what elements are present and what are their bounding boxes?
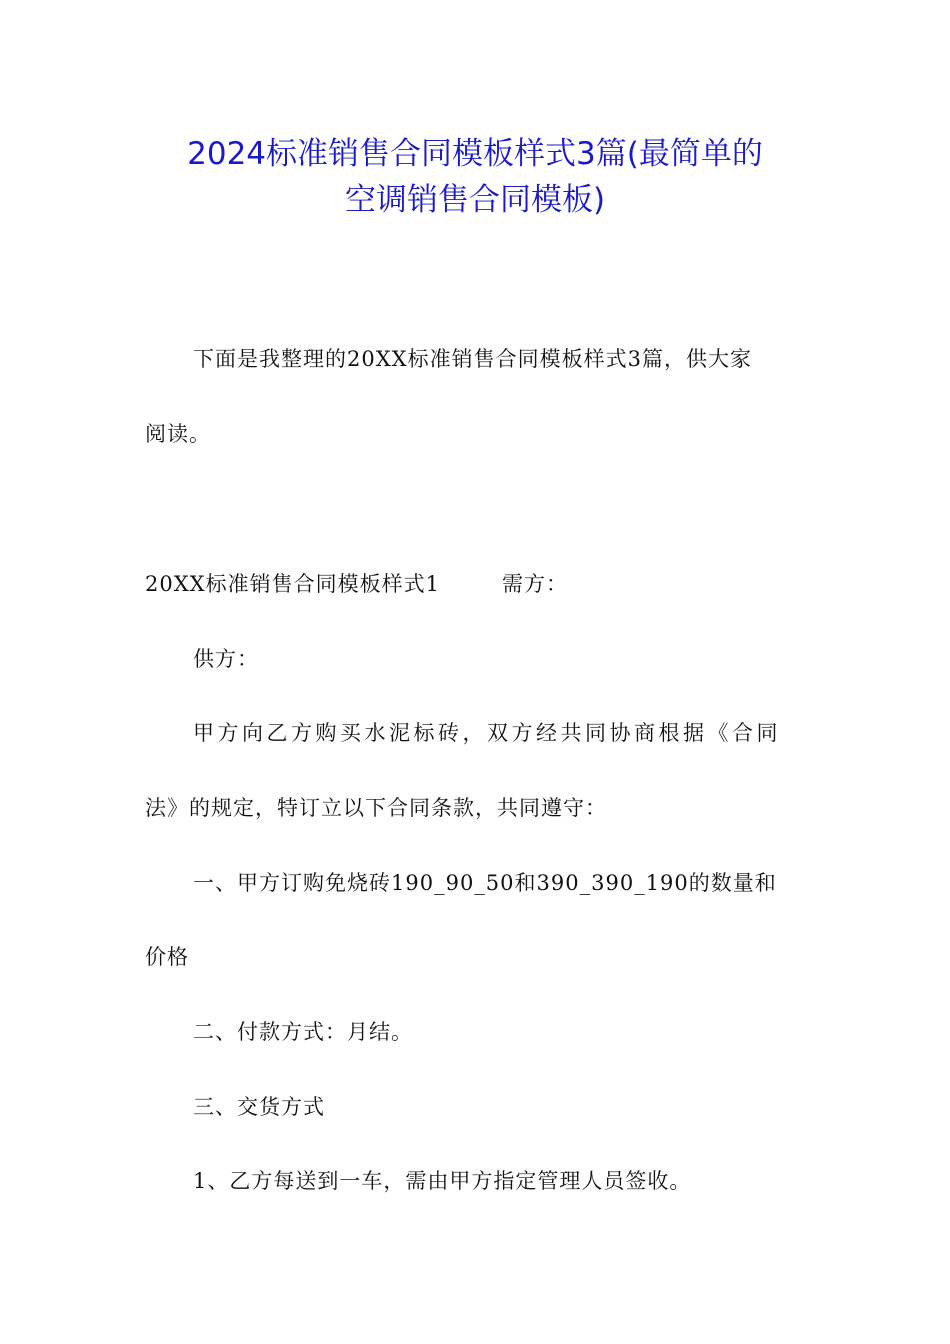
item-1-line-2: 价格 [145, 945, 189, 969]
intro-line-1: 下面是我整理的20XX标准销售合同模板样式3篇，供大家 [193, 347, 752, 371]
paragraph-1-line-2: 法》的规定，特订立以下合同条款，共同遵守： [145, 796, 607, 820]
buyer-label: 需方： [502, 572, 568, 596]
item-1-line-1: 一、甲方订购免烧砖190_90_50和390_390_190的数量和 [193, 871, 777, 895]
item-2: 二、付款方式：月结。 [193, 1020, 413, 1044]
item-3-sub-1: 1、乙方每送到一车，需由甲方指定管理人员签收。 [193, 1169, 692, 1193]
intro-line-2: 阅读。 [145, 422, 211, 446]
item-3: 三、交货方式 [193, 1095, 325, 1119]
paragraph-1-line-1: 甲方向乙方购买水泥标砖，双方经共同协商根据《合同 [193, 721, 781, 745]
section-heading: 20XX标准销售合同模板样式1 [145, 572, 440, 596]
document-title-line-1: 2024标准销售合同模板样式3篇(最简单的 [187, 136, 763, 172]
supplier-label: 供方： [193, 647, 259, 671]
document-title-line-2: 空调销售合同模板) [344, 182, 606, 218]
